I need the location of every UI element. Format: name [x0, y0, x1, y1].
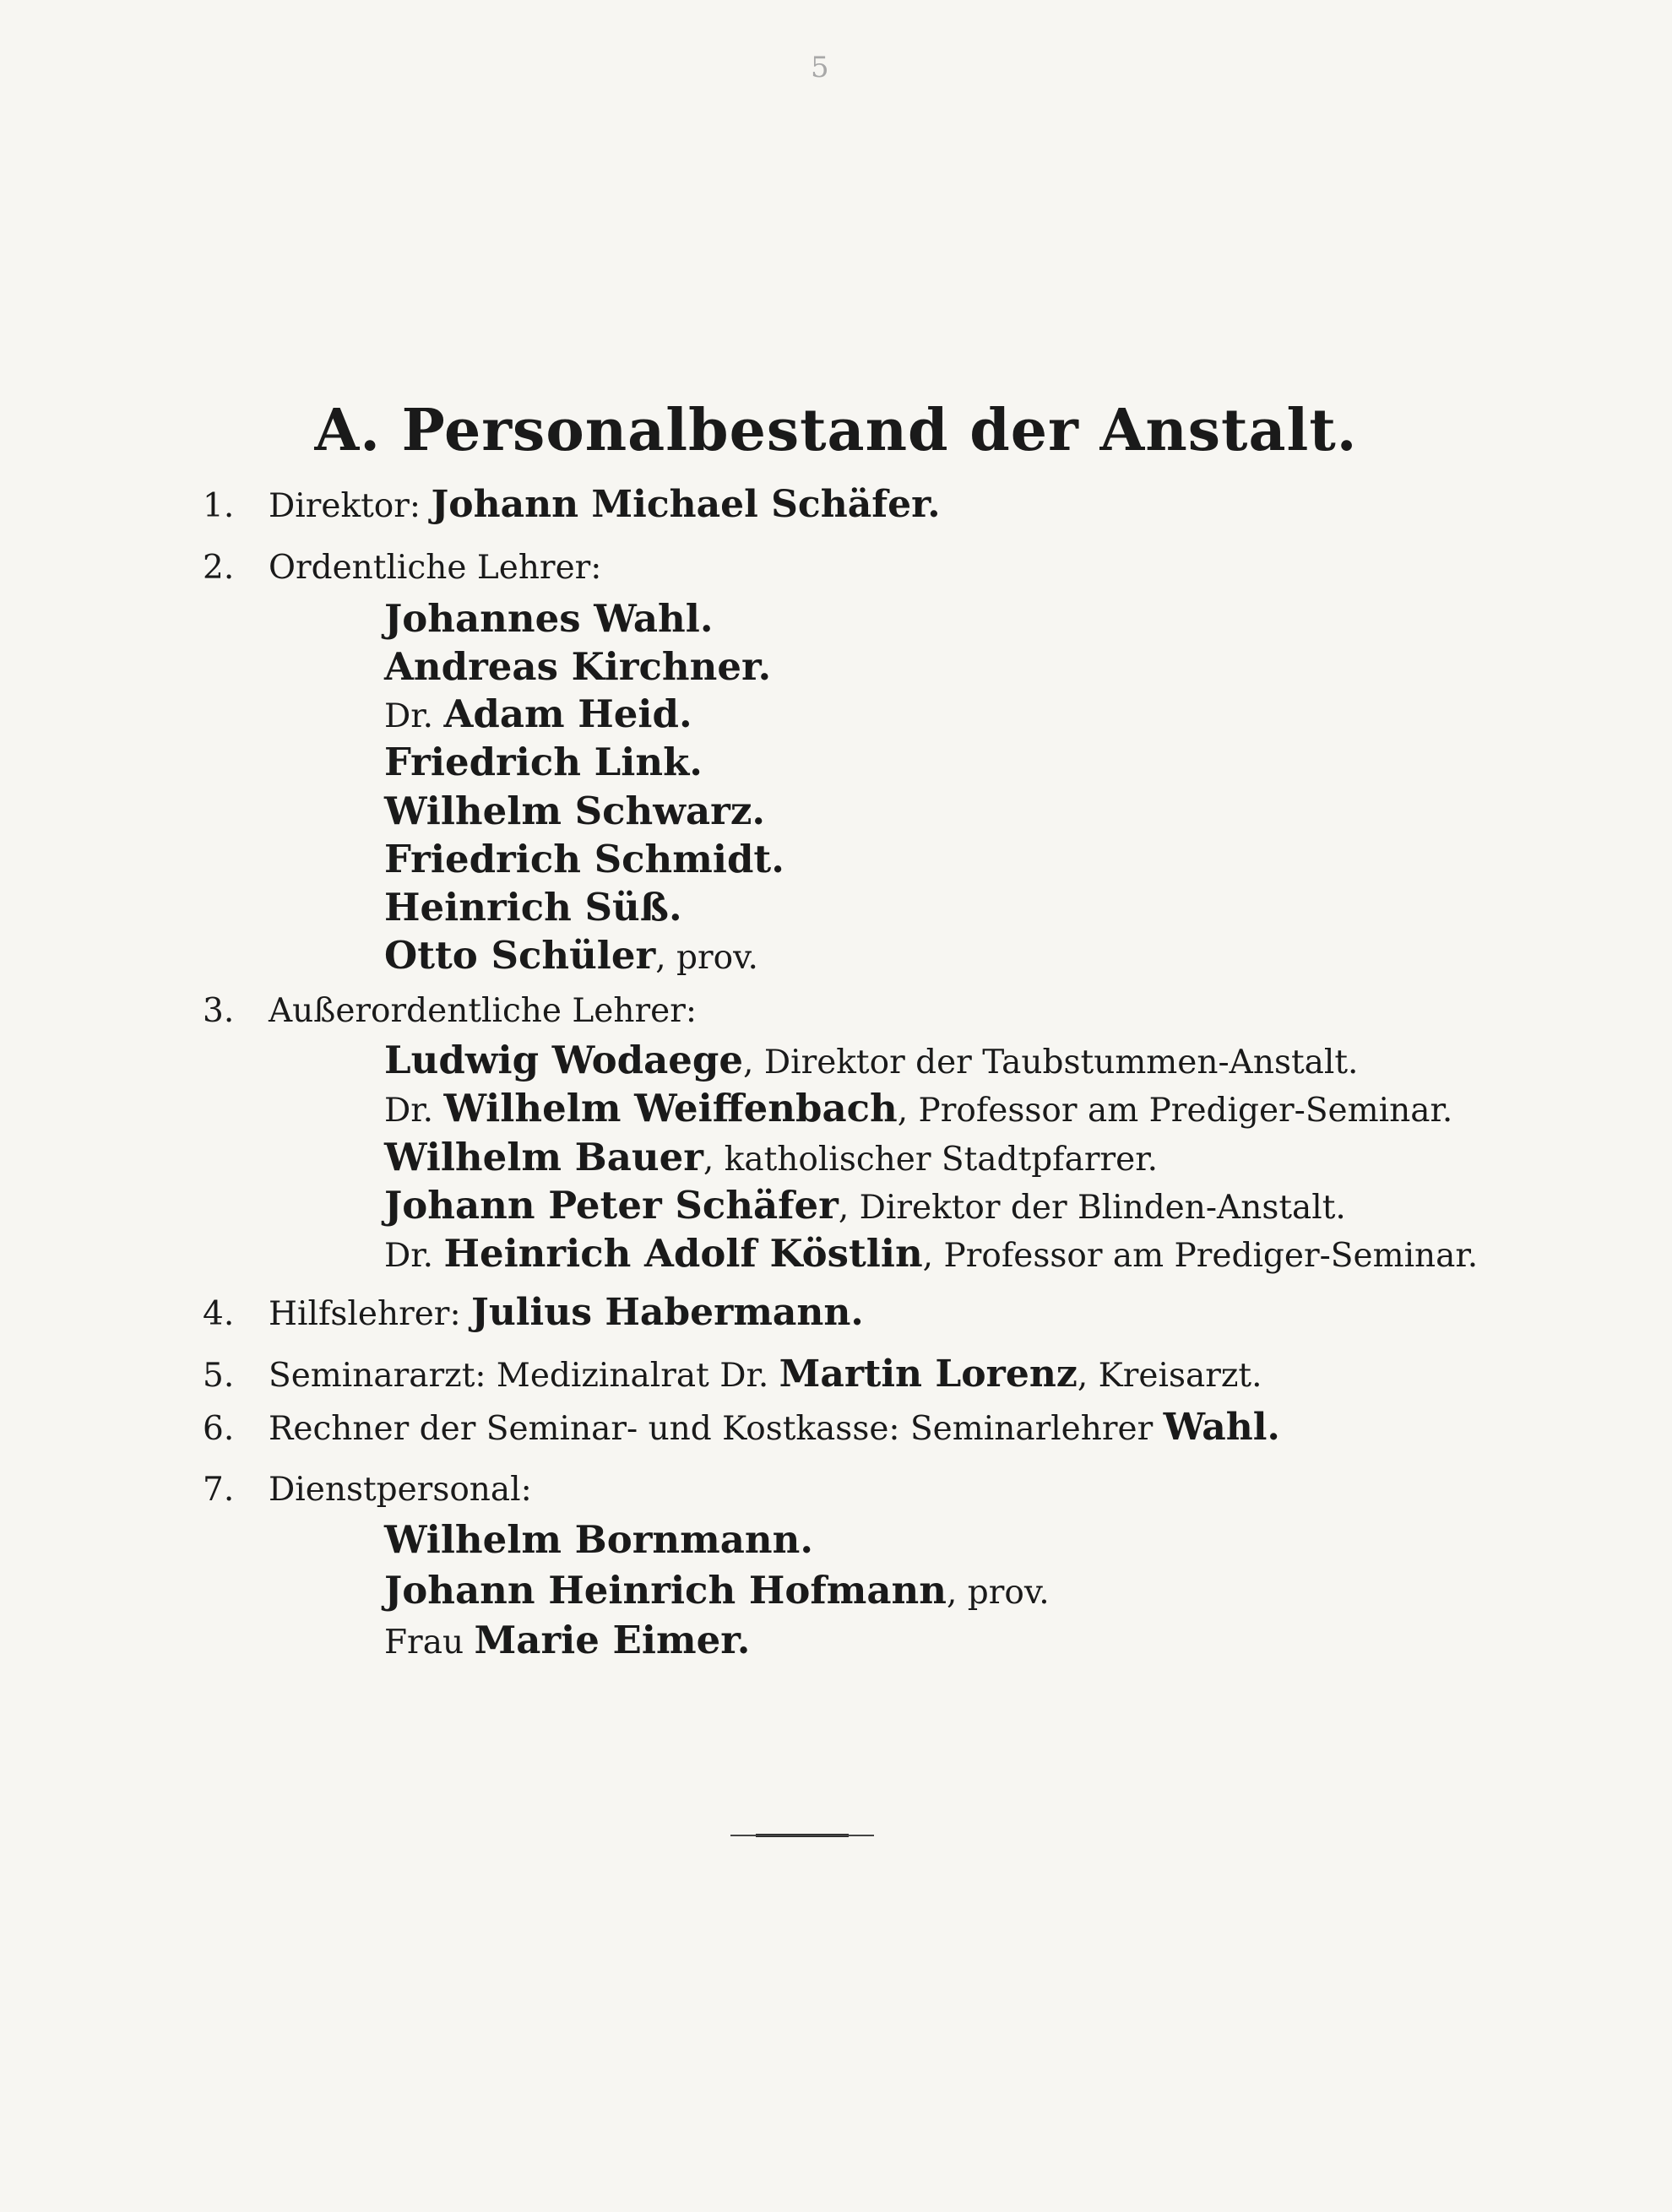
teacher-entry [384, 932, 758, 982]
person-name: Marie Eimer. [474, 1618, 751, 1662]
item-hilfslehrer [203, 1289, 864, 1338]
closing-rule [756, 1834, 849, 1837]
person-name: Adam Heid. [443, 691, 692, 736]
item-number: 1. [203, 487, 235, 525]
teacher-entry [384, 884, 682, 934]
person-name: Wilhelm Bauer [384, 1135, 703, 1179]
item-label: Direktor: [269, 487, 421, 525]
item-ordentliche-lehrer [203, 545, 601, 592]
item-label: Außerordentliche Lehrer: [269, 992, 697, 1030]
item-label: Ordentliche Lehrer: [269, 549, 602, 587]
item-number: 5. [203, 1357, 235, 1395]
person-suffix: , Professor am Prediger-Seminar. [897, 1092, 1453, 1130]
item-number: 2. [203, 549, 235, 587]
page-number: 5 [811, 51, 829, 84]
teacher-entry [384, 1085, 1452, 1135]
person-name: Johann Heinrich Hofmann [384, 1568, 947, 1613]
item-number: 4. [203, 1295, 235, 1333]
person-suffix: , Professor am Prediger-Seminar. [922, 1237, 1479, 1275]
person-name: Ludwig Wodaege [384, 1038, 744, 1082]
teacher-entry [384, 739, 703, 789]
person-name: Johannes Wahl. [384, 596, 714, 641]
person-title: Frau [384, 1624, 464, 1662]
person-name: Friedrich Schmidt. [384, 837, 784, 881]
item-dienstpersonal [203, 1467, 532, 1514]
person-suffix: , Direktor der Taubstummen-Anstalt. [743, 1044, 1359, 1082]
item-rechner [203, 1404, 1280, 1453]
item-number: 6. [203, 1410, 235, 1448]
person-suffix: , Direktor der Blinden-Anstalt. [838, 1189, 1346, 1227]
item-director [203, 481, 941, 530]
item-label: Dienstpersonal: [269, 1471, 532, 1509]
person-name: Johann Peter Schäfer [384, 1183, 839, 1228]
person-name: Julius Habermann. [471, 1291, 864, 1334]
teacher-entry [384, 595, 714, 645]
person-title: Dr. [384, 1092, 434, 1130]
item-label: Hilfslehrer: [269, 1295, 461, 1333]
teacher-entry [384, 836, 784, 886]
item-seminararzt [203, 1351, 1262, 1400]
item-number: 3. [203, 992, 235, 1030]
person-name: Wilhelm Weiffenbach [443, 1086, 898, 1130]
section-heading: A. Personalbestand der Anstalt. [314, 397, 1358, 464]
staff-entry [384, 1516, 813, 1566]
person-suffix: , prov. [946, 1574, 1050, 1612]
person-name: Friedrich Link. [384, 740, 703, 784]
teacher-entry [384, 1182, 1346, 1232]
person-name: Wilhelm Bornmann. [384, 1517, 814, 1562]
person-name: Martin Lorenz [779, 1353, 1078, 1396]
staff-entry [384, 1617, 750, 1667]
person-name: Johann Michael Schäfer. [431, 483, 941, 526]
person-title: Dr. [384, 697, 434, 735]
person-suffix: , katholischer Stadtpfarrer. [703, 1141, 1158, 1179]
item-label: Rechner der Seminar- und Kostkasse: Seminarlehrer [269, 1410, 1154, 1448]
teacher-entry [384, 643, 771, 693]
teacher-entry [384, 788, 765, 838]
teacher-entry [384, 1230, 1478, 1280]
person-name: Wahl. [1163, 1406, 1280, 1449]
item-number: 7. [203, 1471, 235, 1509]
person-name: Heinrich Adolf Köstlin [443, 1231, 923, 1276]
person-name: Otto Schüler [384, 933, 656, 978]
item-ausserordentliche-lehrer [203, 988, 697, 1035]
teacher-entry [384, 691, 692, 740]
staff-entry [384, 1567, 1050, 1617]
person-suffix: , Kreisarzt. [1077, 1357, 1262, 1395]
person-name: Heinrich Süß. [384, 885, 682, 930]
person-title: Dr. [384, 1237, 434, 1275]
teacher-entry [384, 1134, 1158, 1184]
person-name: Andreas Kirchner. [384, 644, 772, 689]
item-label: Seminararzt: Medizinalrat Dr. [269, 1357, 769, 1395]
person-name: Wilhelm Schwarz. [384, 789, 766, 833]
teacher-entry [384, 1037, 1358, 1087]
person-suffix: , prov. [655, 939, 758, 977]
